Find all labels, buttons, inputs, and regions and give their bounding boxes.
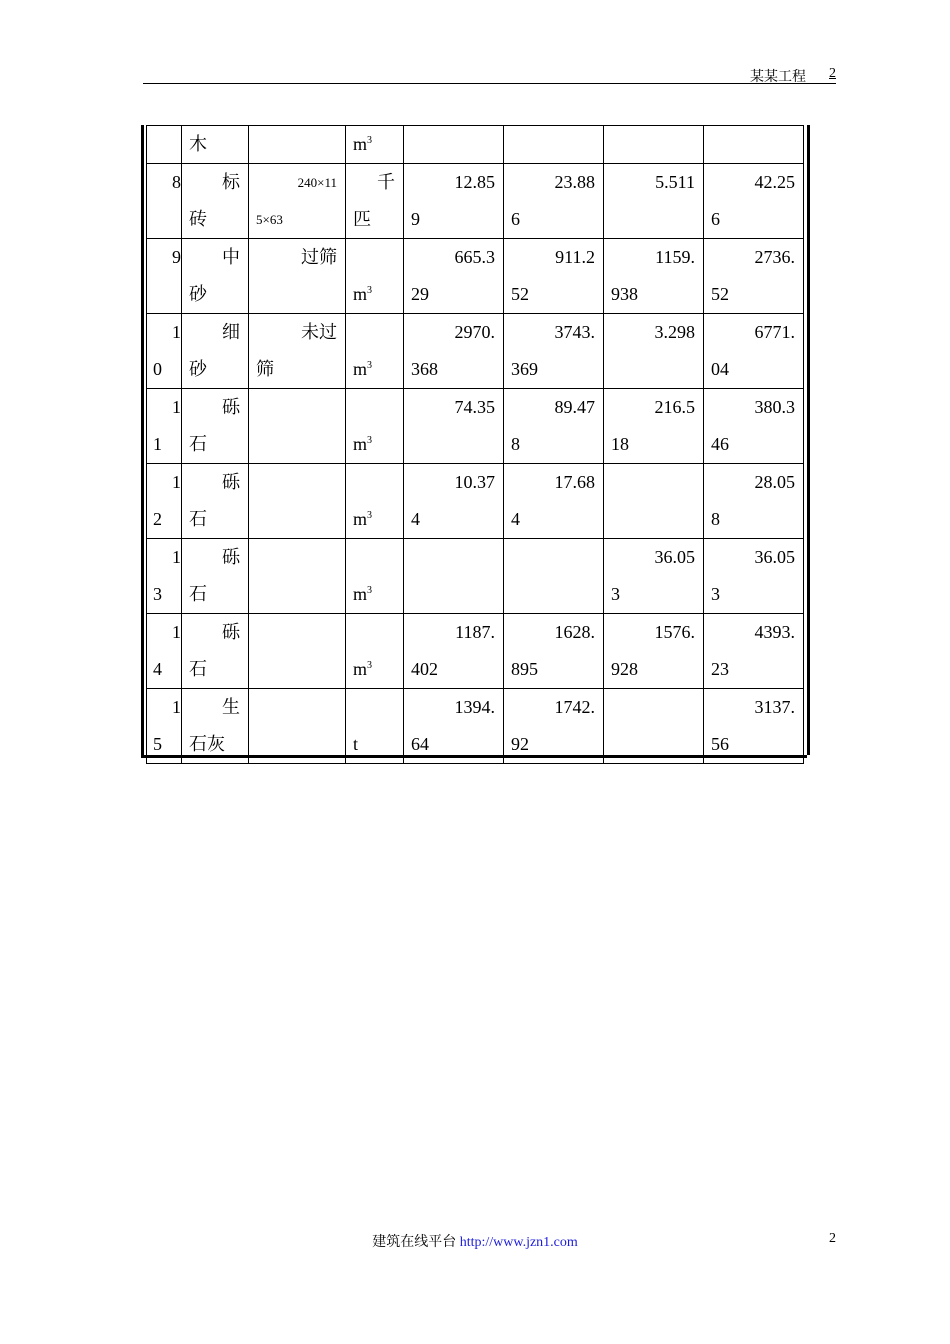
unit-text: [346, 501, 403, 538]
cell-value-v4: [704, 314, 804, 389]
cell-value-v3: [604, 464, 704, 539]
cell-spacer: [346, 614, 403, 651]
cell-text: 12.85: [454, 172, 495, 192]
cell-text: [604, 464, 703, 501]
cell-text: 1576.: [654, 622, 695, 642]
cell-text: 216.5: [654, 397, 695, 417]
unit-text: [346, 351, 403, 388]
cell-name: [182, 164, 249, 239]
cell-value-v3: [604, 614, 704, 689]
cell-text: 895: [511, 659, 538, 679]
cell-value-v4: [704, 126, 804, 164]
unit-base: m: [353, 134, 368, 154]
table-row: [147, 389, 804, 464]
cell-text: 36.05: [654, 547, 695, 567]
unit-superscript: 3: [367, 285, 373, 296]
cell-value-v3: [604, 389, 704, 464]
cell-text: 砾: [222, 547, 240, 567]
cell-value-v1: [404, 614, 504, 689]
cell-spec: [249, 539, 346, 614]
cell-value-v2: [504, 314, 604, 389]
cell-value-v1: [404, 314, 504, 389]
cell-text: 29: [411, 284, 429, 304]
cell-text: 6771.: [754, 322, 795, 342]
cell-value-v3: [604, 239, 704, 314]
unit-superscript: 3: [367, 435, 373, 446]
cell-text: [504, 576, 603, 613]
cell-spec: [249, 164, 346, 239]
cell-text: 9: [411, 209, 420, 229]
cell-text: 6: [711, 209, 720, 229]
cell-unit: [346, 126, 404, 164]
cell-text: 23: [711, 659, 729, 679]
cell-unit: [346, 539, 404, 614]
cell-text: 3743.: [554, 322, 595, 342]
cell-spec: [249, 614, 346, 689]
cell-text: 17.68: [554, 472, 595, 492]
cell-text: 千: [377, 172, 395, 192]
cell-name: [182, 389, 249, 464]
cell-spacer: [346, 389, 403, 426]
cell-text: 匹: [353, 209, 371, 229]
unit-superscript: 3: [367, 510, 373, 521]
cell-text: 938: [611, 284, 638, 304]
cell-value-v2: [504, 689, 604, 764]
unit-text: [346, 651, 403, 688]
cell-text: 240×11: [297, 175, 337, 190]
cell-text: 10.37: [454, 472, 495, 492]
cell-number: [147, 239, 182, 314]
cell-value-v1: [404, 389, 504, 464]
header-rule: [143, 83, 836, 84]
cell-text: [147, 276, 181, 313]
cell-text: 5.511: [655, 172, 695, 192]
cell-text: [249, 539, 345, 576]
cell-name: [182, 464, 249, 539]
cell-text: [249, 501, 345, 538]
unit-base: t: [353, 734, 359, 754]
cell-text: 1742.: [554, 697, 595, 717]
cell-text: 3.298: [654, 322, 695, 342]
cell-spec: [249, 126, 346, 164]
cell-text: 36.05: [754, 547, 795, 567]
cell-text: 380.3: [754, 397, 795, 417]
unit-base: m: [353, 284, 368, 304]
cell-text: 筛: [256, 359, 274, 379]
cell-text: 1: [172, 547, 181, 567]
cell-text: 4: [411, 509, 420, 529]
cell-text: 911.2: [555, 247, 595, 267]
cell-text: 6: [511, 209, 520, 229]
cell-value-v2: [504, 239, 604, 314]
cell-value-v4: [704, 239, 804, 314]
cell-unit: [346, 464, 404, 539]
table-row: [147, 464, 804, 539]
unit-base: m: [353, 434, 368, 454]
cell-name: [182, 126, 249, 164]
table-row: [147, 314, 804, 389]
unit-base: m: [353, 584, 368, 604]
cell-spec: [249, 389, 346, 464]
footer-text: 建筑在线平台: [372, 1235, 457, 1250]
cell-unit: [346, 239, 404, 314]
cell-spacer: [346, 539, 403, 576]
cell-text: [249, 726, 345, 763]
cell-text: 1: [172, 697, 181, 717]
cell-value-v1: [404, 164, 504, 239]
cell-text: 生: [222, 697, 240, 717]
unit-base: m: [353, 359, 368, 379]
cell-text: [604, 501, 703, 538]
cell-value-v3: [604, 689, 704, 764]
cell-text: [249, 426, 345, 463]
cell-spec: [249, 239, 346, 314]
cell-text: 3: [611, 584, 620, 604]
cell-text: 1394.: [454, 697, 495, 717]
cell-value-v2: [504, 164, 604, 239]
cell-text: 4: [153, 659, 162, 679]
cell-spec: [249, 689, 346, 764]
unit-superscript: 3: [367, 660, 373, 671]
cell-text: 5×63: [256, 212, 283, 227]
cell-text: 0: [153, 359, 162, 379]
cell-unit: [346, 314, 404, 389]
cell-text: 368: [411, 359, 438, 379]
cell-text: [147, 126, 181, 163]
header-title: 某某工程: [750, 70, 806, 85]
cell-spec: [249, 314, 346, 389]
cell-value-v4: [704, 464, 804, 539]
cell-value-v2: [504, 389, 604, 464]
cell-spacer: [346, 464, 403, 501]
cell-text: 1: [172, 622, 181, 642]
cell-text: 92: [511, 734, 529, 754]
footer: [0, 1231, 950, 1251]
unit-superscript: 3: [367, 135, 373, 146]
cell-text: [147, 201, 181, 238]
cell-text: [249, 689, 345, 726]
cell-text: 52: [711, 284, 729, 304]
cell-text: [404, 426, 503, 463]
table-row: [147, 239, 804, 314]
cell-unit: [346, 389, 404, 464]
cell-spacer: [346, 239, 403, 276]
cell-text: 砾: [222, 472, 240, 492]
cell-number: [147, 389, 182, 464]
cell-text: [504, 539, 603, 576]
cell-text: 928: [611, 659, 638, 679]
cell-text: 石: [189, 659, 207, 679]
cell-text: [249, 389, 345, 426]
cell-text: 42.25: [754, 172, 795, 192]
footer-page-number: 2: [829, 1231, 836, 1246]
cell-text: 1: [172, 322, 181, 342]
cell-value-v2: [504, 464, 604, 539]
cell-text: 1159.: [655, 247, 695, 267]
cell-text: 1187.: [455, 622, 495, 642]
cell-number: [147, 164, 182, 239]
cell-text: 木: [189, 134, 207, 154]
cell-text: 8: [711, 509, 720, 529]
cell-unit: [346, 164, 404, 239]
cell-text: [249, 614, 345, 651]
cell-value-v1: [404, 126, 504, 164]
cell-value-v1: [404, 464, 504, 539]
cell-text: [604, 351, 703, 388]
cell-value-v1: [404, 239, 504, 314]
table-row: [147, 689, 804, 764]
cell-value-v4: [704, 389, 804, 464]
cell-text: 砾: [222, 622, 240, 642]
cell-text: [249, 276, 345, 313]
cell-number: [147, 614, 182, 689]
cell-text: 402: [411, 659, 438, 679]
cell-text: [604, 201, 703, 238]
cell-text: 2970.: [454, 322, 495, 342]
unit-superscript: 3: [367, 360, 373, 371]
cell-text: 64: [411, 734, 429, 754]
cell-name: [182, 239, 249, 314]
cell-text: 细: [222, 322, 240, 342]
unit-text: [346, 726, 403, 763]
cell-text: 1: [153, 434, 162, 454]
cell-text: 56: [711, 734, 729, 754]
table-row: [147, 614, 804, 689]
cell-name: [182, 539, 249, 614]
cell-text: 砂: [189, 359, 207, 379]
cell-name: [182, 689, 249, 764]
cell-text: 4393.: [754, 622, 795, 642]
cell-text: 5: [153, 734, 162, 754]
cell-text: 石: [189, 509, 207, 529]
footer-link[interactable]: http://www.jzn1.com: [459, 1235, 578, 1250]
cell-text: 石灰: [189, 734, 225, 754]
materials-table: [146, 125, 804, 764]
unit-base: m: [353, 509, 368, 529]
unit-base: m: [353, 659, 368, 679]
cell-value-v3: [604, 539, 704, 614]
cell-text: 石: [189, 584, 207, 604]
cell-text: [249, 576, 345, 613]
cell-text: 89.47: [554, 397, 595, 417]
cell-text: [249, 464, 345, 501]
cell-text: 8: [172, 172, 181, 192]
unit-text: [346, 126, 403, 163]
cell-text: 665.3: [454, 247, 495, 267]
cell-name: [182, 614, 249, 689]
cell-value-v4: [704, 689, 804, 764]
cell-text: [604, 689, 703, 726]
cell-name: [182, 314, 249, 389]
cell-text: 46: [711, 434, 729, 454]
cell-text: 砖: [189, 209, 207, 229]
cell-text: 过筛: [301, 247, 337, 267]
cell-text: [604, 726, 703, 763]
cell-number: [147, 689, 182, 764]
cell-value-v3: [604, 164, 704, 239]
cell-number: [147, 126, 182, 164]
unit-text: [346, 426, 403, 463]
cell-text: [404, 539, 503, 576]
cell-number: [147, 314, 182, 389]
cell-text: 18: [611, 434, 629, 454]
cell-text: 52: [511, 284, 529, 304]
cell-value-v4: [704, 164, 804, 239]
cell-value-v2: [504, 539, 604, 614]
cell-text: 23.88: [554, 172, 595, 192]
cell-text: 3137.: [754, 697, 795, 717]
cell-value-v1: [404, 539, 504, 614]
cell-text: [249, 651, 345, 688]
table-row: [147, 539, 804, 614]
table-row: [147, 126, 804, 164]
cell-number: [147, 464, 182, 539]
cell-unit: [346, 614, 404, 689]
cell-value-v3: [604, 126, 704, 164]
cell-text: 砂: [189, 284, 207, 304]
cell-text: 3: [153, 584, 162, 604]
cell-text: [404, 576, 503, 613]
cell-text: 3: [711, 584, 720, 604]
cell-text: 74.35: [454, 397, 495, 417]
cell-unit: [346, 689, 404, 764]
unit-text: [346, 276, 403, 313]
cell-value-v4: [704, 614, 804, 689]
cell-text: 2: [153, 509, 162, 529]
cell-text: 9: [172, 247, 181, 267]
header-page-number: 2: [829, 66, 836, 81]
cell-text: 369: [511, 359, 538, 379]
cell-text: 1628.: [554, 622, 595, 642]
cell-text: 28.05: [754, 472, 795, 492]
cell-number: [147, 539, 182, 614]
cell-text: 4: [511, 509, 520, 529]
cell-text: 04: [711, 359, 729, 379]
cell-spec: [249, 464, 346, 539]
cell-text: 石: [189, 434, 207, 454]
cell-text: 中: [222, 247, 240, 267]
cell-value-v2: [504, 126, 604, 164]
cell-text: 1: [172, 397, 181, 417]
cell-value-v2: [504, 614, 604, 689]
cell-value-v4: [704, 539, 804, 614]
cell-spacer: [346, 689, 403, 726]
cell-spacer: [346, 314, 403, 351]
cell-text: 未过: [301, 322, 337, 342]
table-row: [147, 164, 804, 239]
cell-text: 1: [172, 472, 181, 492]
cell-value-v3: [604, 314, 704, 389]
cell-text: 砾: [222, 397, 240, 417]
cell-text: 8: [511, 434, 520, 454]
cell-text: 2736.: [754, 247, 795, 267]
unit-superscript: 3: [367, 585, 373, 596]
cell-text: 标: [222, 172, 240, 192]
unit-text: [346, 576, 403, 613]
cell-value-v1: [404, 689, 504, 764]
